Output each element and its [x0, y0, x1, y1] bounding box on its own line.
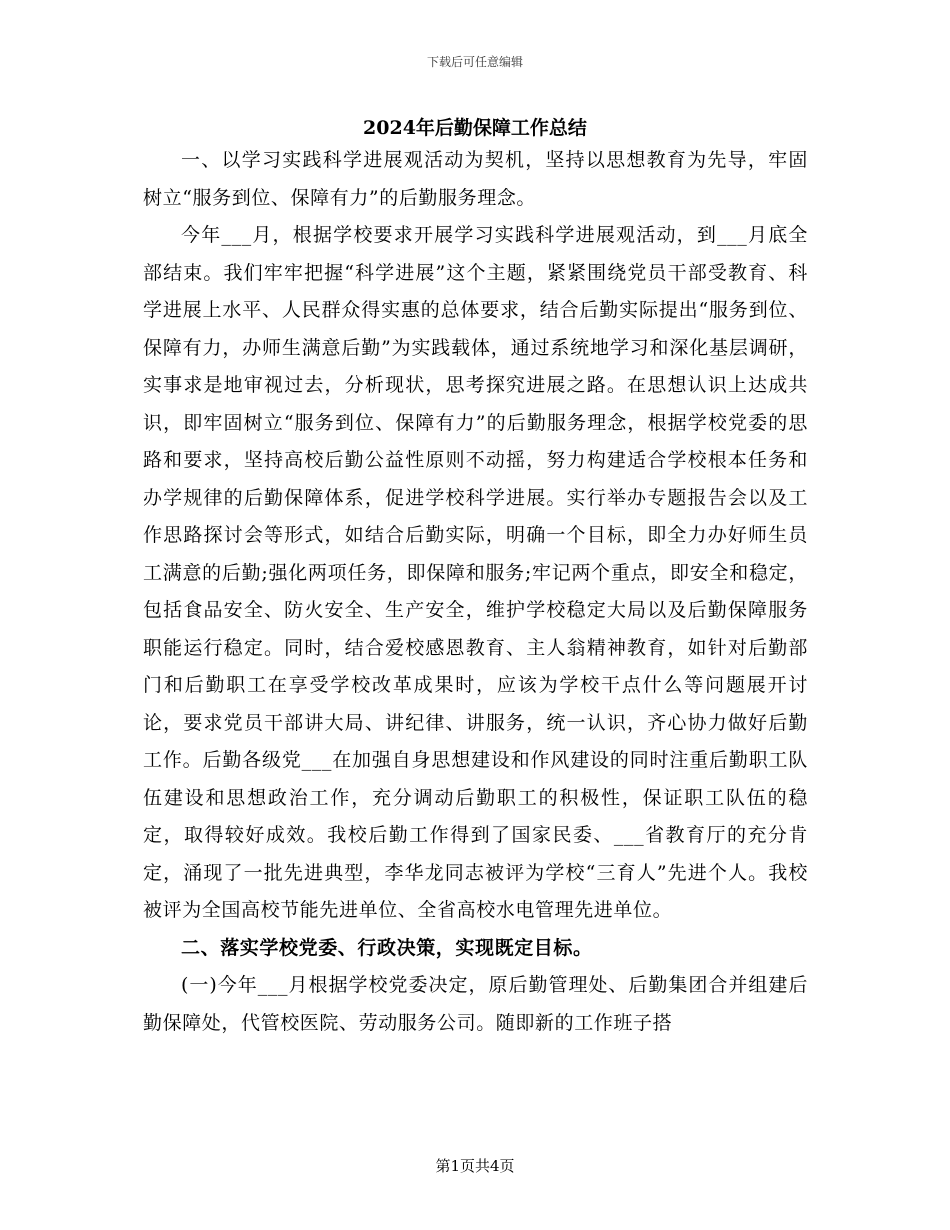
page-number-footer: 第1页共4页	[435, 1157, 515, 1175]
page-header-note: 下载后可任意编辑	[426, 55, 523, 69]
page-title: 2024年后勤保障工作总结	[363, 117, 587, 139]
document-body	[143, 142, 808, 1042]
paragraph-section-two-heading: 二、落实学校党委、行政决策，实现既定目标。	[181, 936, 593, 959]
paragraph-section-two-item-one: (一)今年___月根据学校党委决定，原后勤管理处、后勤集团合并组建后勤保障处，代管校医院、劳动服务公司。随即新的工作班子搭	[143, 974, 808, 1034]
paragraph-section-one-body: 今年___月，根据学校要求开展学习实践科学进展观活动，到___月底全部结束。我们牢牢把握“科学进展”这个主题，紧紧围绕党员干部受教育、科学进展上水平、人民群众得实惠的总体要求，结合后勤实际提出“服务到位、保障有力，办师生满意后勤”为实践载体，通过系统地学习和深化基层调研，实事求是地审视过去，分析现状，思考探究进展之路。在思想认识上达成共识，即牢固树立“服务到位、保障有力”的后勤服务理念，根据学校党委的思路和要求，坚持高校后勤公益性原则不动摇，努力构建适合学校根本任务和办学规律的后勤保障体系，促进学校科学进展。实行举办专题报告会以及工作思路探讨会等形式，如结合后勤实际，明确一个目标，即全力办好师生员工满意的后勤;强化两项任务，即保障和服务;牢记两个重点，即安全和稳定，包括食品安全、防火安全、生产安全，维护学校稳定大局以及后勤保障服务职能运行稳定。同时，结合爱校感恩教育、主人翁精神教育，如针对后勤部门和后勤职工在享受学校改革成果时，应该为学校干点什么等问题展开讨论，要求党员干部讲大局、讲纪律、讲服务，统一认识，齐心协力做好后勤工作。后勤各级党___在加强自身思想建设和作风建设的同时注重后勤职工队伍建设和思想政治工作，充分调动后勤职工的积极性，保证职工队伍的稳定，取得较好成效。我校后勤工作得到了国家民委、___省教育厅的充分肯定，涌现了一批先进典型，李华龙同志被评为学校“三育人”先进个人。我校被评为全国高校节能先进单位、全省高校水电管理先进单位。	[143, 224, 808, 921]
paragraph-section-one-heading: 一、以学习实践科学进展观活动为契机，坚持以思想教育为先导，牢固树立“服务到位、保障有力”的后勤服务理念。	[143, 149, 808, 209]
